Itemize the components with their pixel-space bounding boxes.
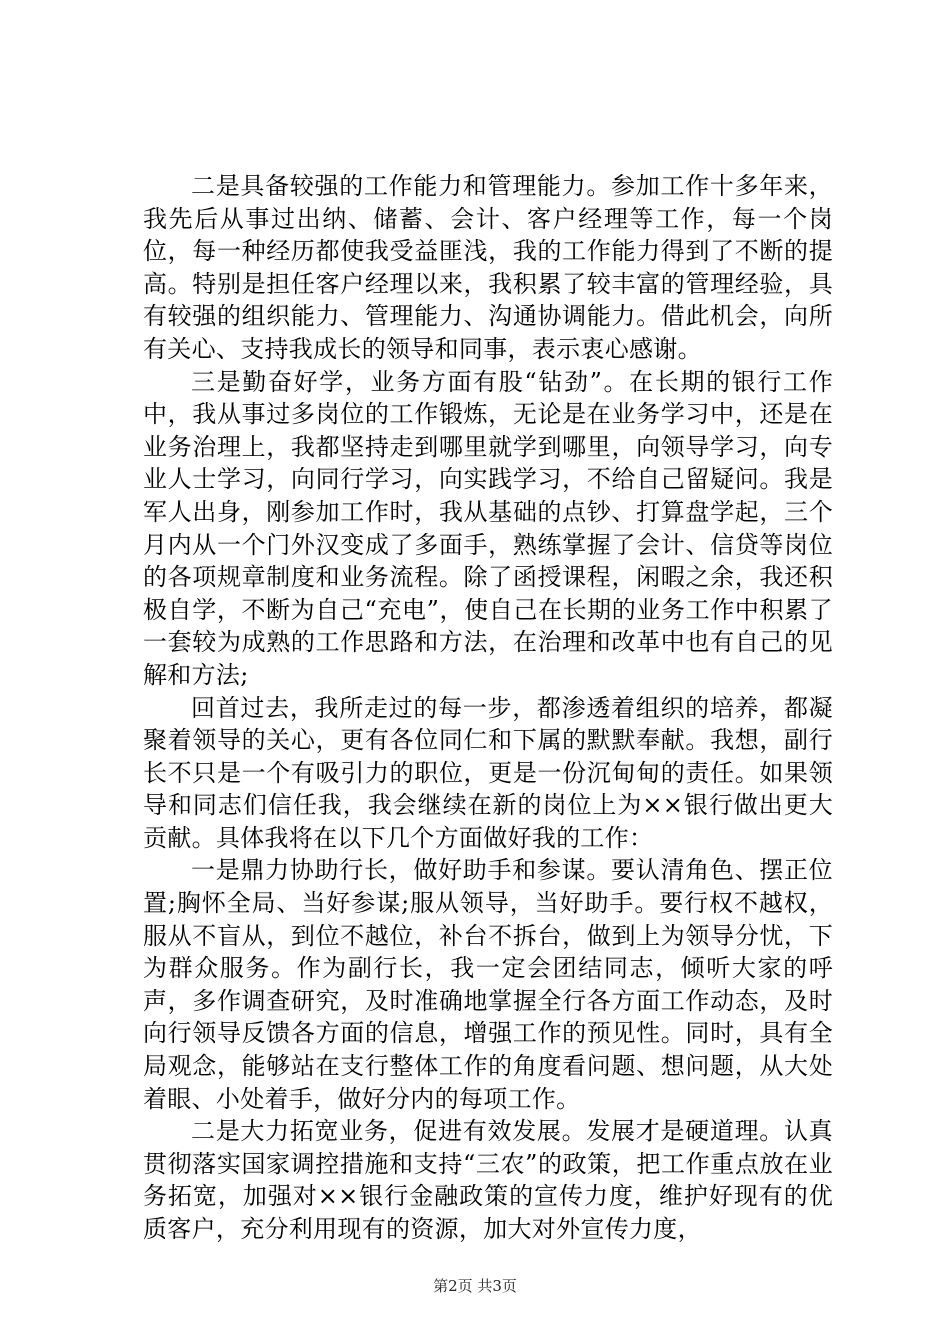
paragraph-5: 二是大力拓宽业务，促进有效发展。发展才是硬道理。认真贯彻落实国家调控措施和支持“三农”的政策，把工作重点放在业务拓宽，加强对××银行金融政策的宣传力度，维护好现有的优质客户，充分利用现有的资源，加大对外宣传力度， [143,1117,833,1243]
page-footer: 第2页 共3页 [433,1277,517,1295]
paragraph-2: 三是勤奋好学，业务方面有股“钻劲”。在长期的银行工作中，我从事过多岗位的工作锻炼，无论是在业务学习中，还是在业务治理上，我都坚持走到哪里就学到哪里，向领导学习，向专业人士学习，向同行学习，向实践学习，不给自己留疑问。我是军人出身，刚参加工作时，我从基础的点钞、打算盘学起，三个月内从一个门外汉变成了多面手，熟练掌握了会计、信贷等岗位的各项规章制度和业务流程。除了函授课程，闲暇之余，我还积极自学，不断为自己“充电”，使自己在长期的业务工作中积累了一套较为成熟的工作思路和方法，在治理和改革中也有自己的见解和方法; [143,367,833,689]
document-body [143,170,833,1246]
paragraph-4: 一是鼎力协助行长，做好助手和参谋。要认清角色、摆正位置;胸怀全局、当好参谋;服从领导，当好助手。要行权不越权，服从不盲从，到位不越位，补台不拆台，做到上为领导分忧，下为群众服务。作为副行长，我一定会团结同志，倾听大家的呼声，多作调查研究，及时准确地掌握全行各方面工作动态，及时向行领导反馈各方面的信息，增强工作的预见性。同时，具有全局观念，能够站在支行整体工作的角度看问题、想问题，从大处着眼、小处着手，做好分内的每项工作。 [143,856,833,1113]
paragraph-3: 回首过去，我所走过的每一步，都渗透着组织的培养，都凝聚着领导的关心，更有各位同仁和下属的默默奉献。我想，副行长不只是一个有吸引力的职位，更是一份沉甸甸的责任。如果领导和同志们信任我，我会继续在新的岗位上为××银行做出更大贡献。具体我将在以下几个方面做好我的工作： [143,693,833,852]
paragraph-1: 二是具备较强的工作能力和管理能力。参加工作十多年来，我先后从事过出纳、储蓄、会计、客户经理等工作，每一个岗位，每一种经历都使我受益匪浅，我的工作能力得到了不断的提高。特别是担任客户经理以来，我积累了较丰富的管理经验，具有较强的组织能力、管理能力、沟通协调能力。借此机会，向所有关心、支持我成长的领导和同事，表示衷心感谢。 [143,172,833,363]
